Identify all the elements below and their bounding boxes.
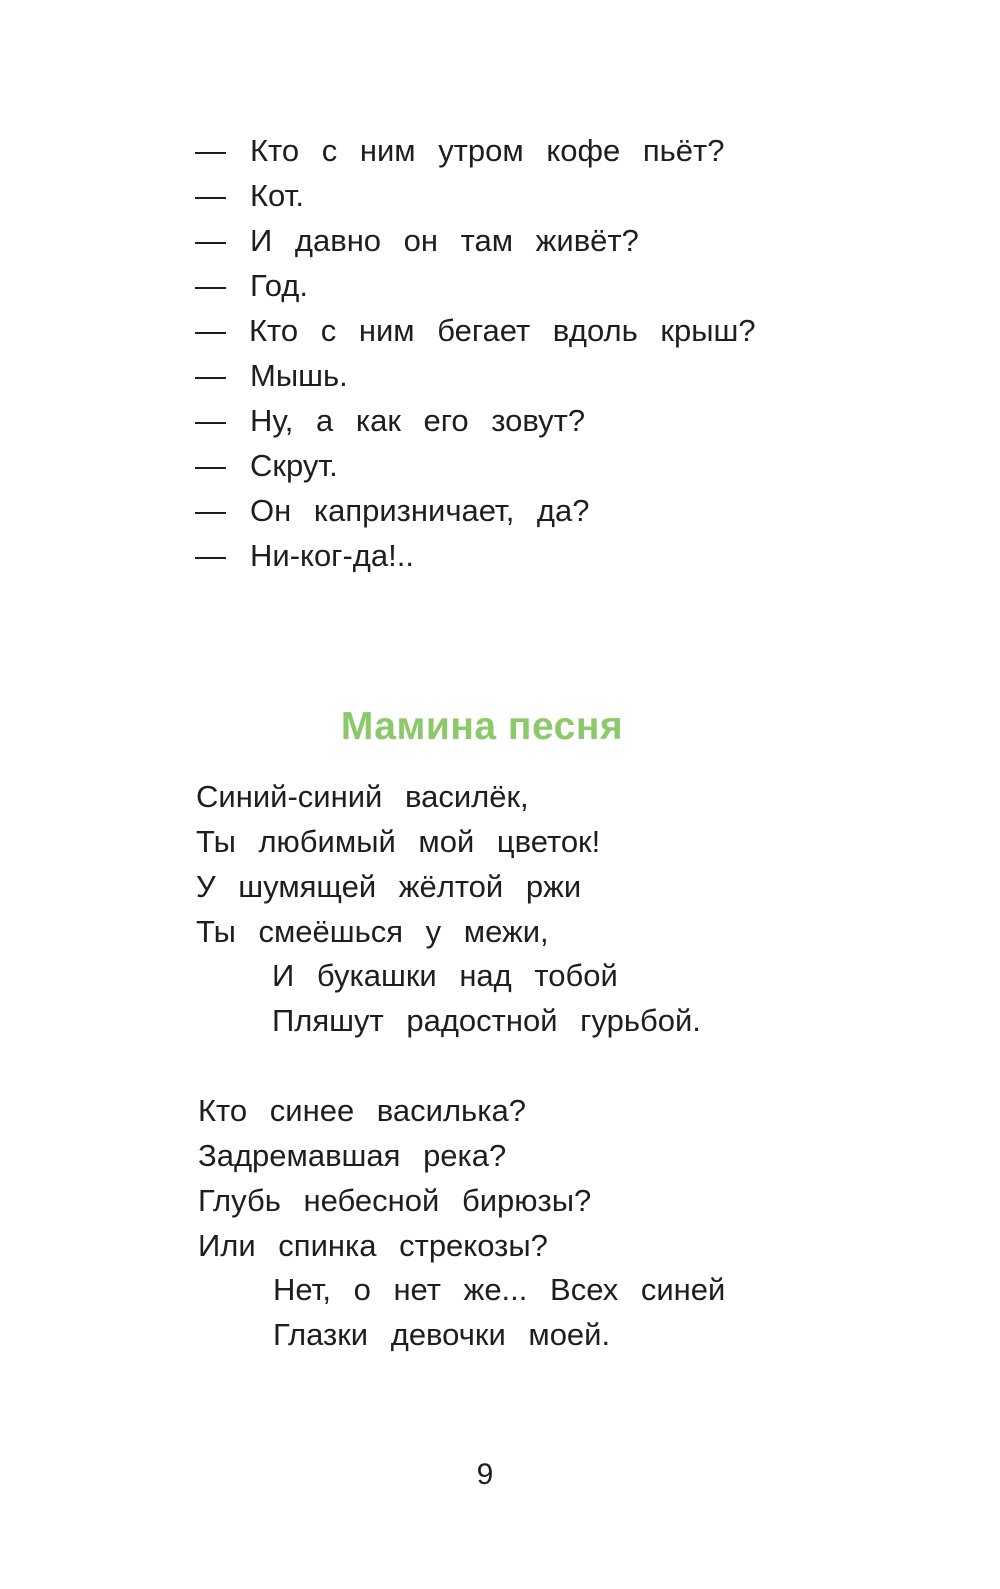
dialogue-line: Кот. — [250, 178, 304, 213]
dialogue-dash: — — [195, 133, 226, 168]
dialogue-dash: — — [195, 448, 226, 483]
poem-line: Ты любимый мой цветок! — [196, 824, 601, 859]
dialogue-line: Скрут. — [250, 448, 338, 483]
poem-line-indented: Пляшут радостной гурьбой. — [272, 1003, 701, 1038]
poem-line-indented: Нет, о нет же... Всех синей — [273, 1272, 726, 1307]
poem-title: Мамина песня — [340, 705, 624, 748]
poem-line-indented: И букашки над тобой — [272, 958, 618, 993]
dialogue-line: Ни-ког-да!.. — [250, 538, 414, 573]
dialogue-line: Ну, а как его зовут? — [250, 403, 586, 438]
poem-line-indented: Глазки девочки моей. — [273, 1317, 611, 1352]
poem-line: Задремавшая река? — [198, 1138, 507, 1173]
dialogue-line: И давно он там живёт? — [250, 223, 639, 258]
poem-line: У шумящей жёлтой ржи — [196, 869, 582, 904]
poem-line: Глубь небесной бирюзы? — [198, 1183, 592, 1218]
dialogue-line: Мышь. — [250, 358, 348, 393]
page-number: 9 — [476, 1458, 494, 1491]
dialogue-dash: — — [195, 178, 226, 213]
dialogue-dash: — — [195, 403, 226, 438]
poem-line: Или спинка стрекозы? — [198, 1228, 548, 1263]
poem-line: Кто синее василька? — [198, 1093, 526, 1128]
dialogue-line: Год. — [250, 268, 308, 303]
dialogue-dash: — — [195, 538, 226, 573]
dialogue-line: Кто с ним бегает вдоль крыш? — [249, 313, 756, 348]
dialogue-dash: — — [195, 493, 226, 528]
dialogue-line: Он капризничает, да? — [250, 493, 590, 528]
dialogue-dash: — — [195, 313, 226, 348]
poem-line: Ты смеёшься у межи, — [196, 914, 549, 949]
dialogue-dash: — — [195, 358, 226, 393]
poem-line: Синий-синий василёк, — [196, 779, 529, 814]
dialogue-dash: — — [195, 268, 226, 303]
dialogue-dash: — — [195, 223, 226, 258]
dialogue-line: Кто с ним утром кофе пьёт? — [250, 133, 725, 168]
